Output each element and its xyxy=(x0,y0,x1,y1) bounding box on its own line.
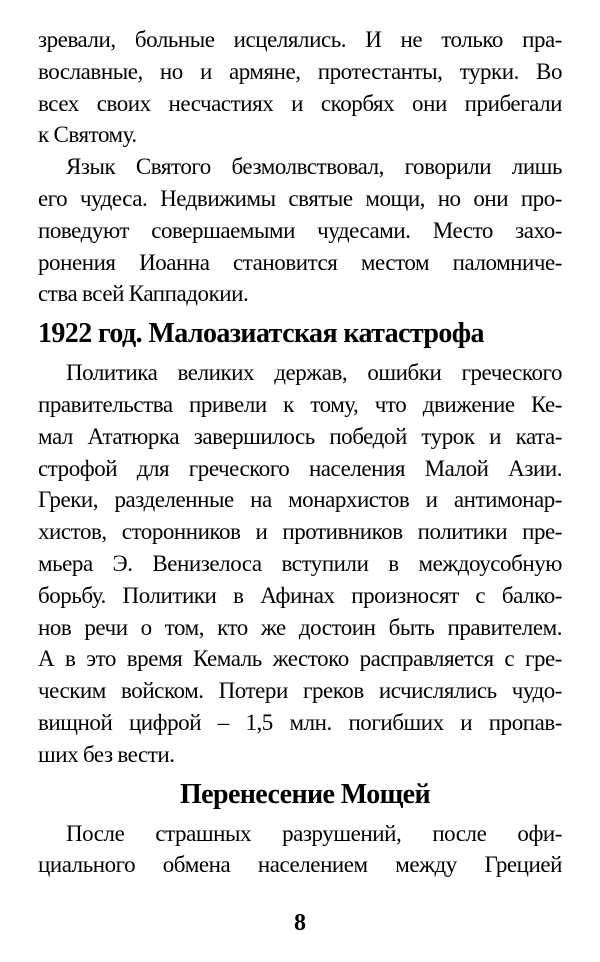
text-line: его чудеса. Недвижимы святые мощи, но они про- xyxy=(38,185,562,211)
text-line: мал Ататюрка завершилось победой турок и ката- xyxy=(38,423,562,449)
section-heading: Перенесение Мощей xyxy=(179,778,431,810)
text-line: борьбу. Политики в Афинах произносят с балко- xyxy=(38,582,562,608)
text-line: ства всей Каппадокии. xyxy=(38,281,249,307)
text-line: поведуют совершаемыми чудесами. Место захо- xyxy=(38,217,562,243)
page-body xyxy=(38,24,562,881)
text-line: Греки, разделенные на монархистов и антимонар- xyxy=(38,487,562,513)
text-line: А в это время Кемаль жестоко расправляется с гре- xyxy=(38,646,562,672)
text-line: ческим войском. Потери греков исчислялись чудо- xyxy=(38,678,562,704)
text-line: ших без вести. xyxy=(38,741,175,767)
text-line: нов речи о том, кто же достоин быть правителем. xyxy=(38,614,562,640)
text-line: Язык Святого безмолвствовал, говорили лишь xyxy=(66,154,562,180)
paragraph-3 xyxy=(38,357,562,770)
text-line: к Святому. xyxy=(38,122,137,148)
text-line: хистов, сторонников и противников политики пре- xyxy=(38,519,562,545)
text-line: Политика великих держав, ошибки греческого xyxy=(66,360,562,386)
text-line: зревали, больные исцелялись. И не только пра- xyxy=(38,27,562,52)
text-line: вославные, но и армяне, протестанты, турки. Во xyxy=(38,58,562,84)
section-heading: 1922 год. Малоазиатская катастрофа xyxy=(38,318,484,350)
text-line: вищной цифрой – 1,5 млн. погибших и пропав- xyxy=(38,709,562,735)
page-number: 8 xyxy=(294,910,306,936)
text-line: циального обмена населением между Грецией xyxy=(38,852,562,878)
text-line: мьера Э. Венизелоса вступили в междоусобную xyxy=(38,550,562,576)
text-line: После страшных разрушений, после офи- xyxy=(66,820,562,846)
text-line: ронения Иоанна становится местом паломниче- xyxy=(38,249,562,275)
text-line: правительства привели к тому, что движение Ке- xyxy=(38,391,562,417)
paragraph-2 xyxy=(38,151,562,310)
text-line: строфой для греческого населения Малой Азии. xyxy=(38,455,562,481)
paragraph-4 xyxy=(38,818,562,882)
text-line: всех своих несчастиях и скорбях они прибегали xyxy=(38,90,562,116)
paragraph-1 xyxy=(38,24,562,151)
